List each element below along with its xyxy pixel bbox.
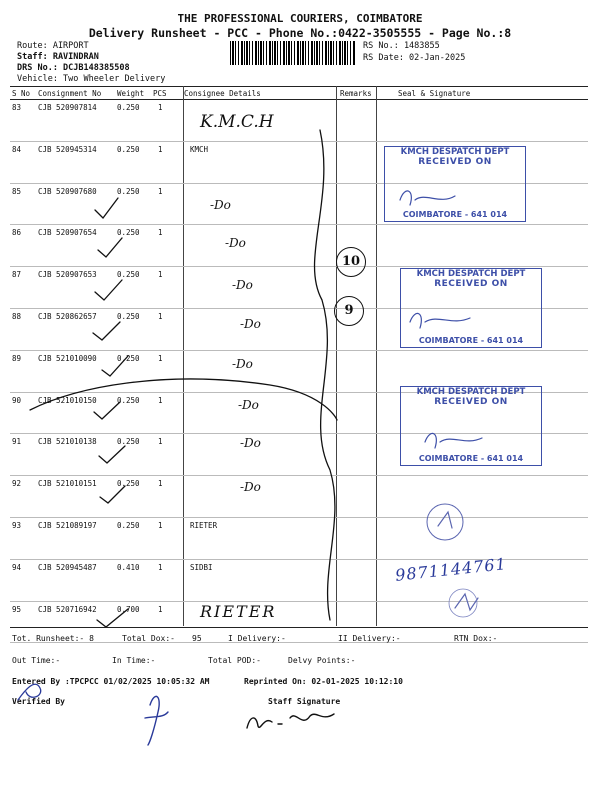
row-consignment-no: CJB 520907814 [38,103,97,112]
row-pcs: 1 [158,228,163,238]
received-stamp: KMCH DESPATCH DEPT RECEIVED ON COIMBATORE - 641 014 [384,146,526,222]
handwritten-ditto: -Do [240,317,261,331]
received-stamp: KMCH DESPATCH DEPT RECEIVED ON COIMBATORE - 641 014 [400,386,542,466]
handwritten-ditto: -Do [210,198,231,212]
row-weight: 0.250 [117,353,140,363]
row-pcs: 1 [158,312,163,321]
row-consignment-no: CJB 520945487 [38,562,97,572]
verified-by: Verified By [12,697,65,706]
handwritten-consignee: RIETER [200,602,277,621]
col-consignment: Consignment No [38,89,102,98]
row-consignment-no: CJB 520862657 [38,312,97,321]
row-sno: 86 [12,228,22,238]
vehicle-label: Vehicle: Two Wheeler Delivery [17,74,166,84]
row-sno: 88 [12,312,22,321]
row-consignment-no: CJB 520907654 [38,228,97,238]
handwritten-ditto: -Do [225,236,246,250]
out-time: Out Time:- [12,656,61,665]
handwritten-phone: 9871144761 [394,554,508,585]
row-consignment-no: CJB 521010151 [38,479,97,489]
row-sno: 93 [12,521,22,530]
row-pcs: 1 [158,395,163,405]
staff-label: Staff: RAVINDRAN [17,52,99,62]
total-dox-label: Total Dox:- [122,634,175,643]
row-weight: 0.250 [117,270,140,280]
row-weight: 0.250 [117,144,140,154]
row-sno: 84 [12,144,22,154]
handwritten-ditto: -Do [240,480,261,494]
row-pcs: 1 [158,521,163,530]
handwritten-ditto: -Do [238,398,259,412]
tot-runsheet: Tot. Runsheet:- 8 [12,634,94,643]
row-sno: 85 [12,186,22,196]
handwritten-consignee: K.M.C.H [200,112,274,132]
row-sno: 95 [12,604,22,614]
row-pcs: 1 [158,186,163,196]
row-sno: 83 [12,103,22,112]
handwritten-ditto: -Do [232,278,253,292]
total-dox-value: 95 [192,634,202,643]
row-pcs: 1 [158,270,163,280]
row-sno: 92 [12,479,22,489]
received-stamp: KMCH DESPATCH DEPT RECEIVED ON COIMBATORE - 641 014 [400,268,542,348]
row-consignment-no: CJB 521010090 [38,353,97,363]
rs-date: RS Date: 02-Jan-2025 [363,53,466,63]
row-weight: 0.250 [117,437,140,447]
row-consignment-no: CJB 520907680 [38,186,97,196]
row-consignment-no: CJB 520945314 [38,144,97,154]
handwritten-ditto: -Do [232,357,253,371]
total-pod: Total POD:- [208,656,261,665]
row-pcs: 1 [158,103,163,112]
row-consignee: KMCH [190,144,209,154]
route-label: Route: AIRPORT [17,41,89,51]
ii-delivery: II Delivery:- [338,634,401,643]
row-sno: 91 [12,437,22,447]
row-pcs: 1 [158,437,163,447]
row-consignment-no: CJB 520907653 [38,270,97,280]
row-weight: 0.410 [117,562,140,572]
circled-count: 9 [334,296,364,326]
row-pcs: 1 [158,562,163,572]
col-weight: Weight [117,89,145,98]
row-consignee: RIETER [190,521,218,530]
company-title: THE PROFESSIONAL COURIERS, COIMBATORE [177,12,423,25]
reprinted-on: Reprinted On: 02-01-2025 10:12:10 [244,677,403,686]
row-consignment-no: CJB 520716942 [38,604,97,614]
row-pcs: 1 [158,604,163,614]
row-weight: 0.250 [117,521,140,530]
i-delivery: I Delivery:- [228,634,286,643]
row-weight: 0.700 [117,604,140,614]
col-pcs: PCS [153,89,167,98]
circled-count: 10 [336,247,366,277]
row-consignment-no: CJB 521010138 [38,437,97,447]
col-sno: S No [12,89,31,98]
drs-number: DRS No.: DCJB148385508 [17,63,130,73]
runsheet-subtitle: Delivery Runsheet - PCC - Phone No.:0422-3505555 - Page No.:8 [88,26,512,40]
row-weight: 0.250 [117,186,140,196]
rtn-dox: RTN Dox:- [454,634,498,643]
entered-by: Entered By :TPCPCC 01/02/2025 10:05:32 AM [12,677,210,686]
row-sno: 87 [12,270,22,280]
row-consignment-no: CJB 521010150 [38,395,97,405]
row-consignment-no: CJB 521089197 [38,521,97,530]
rs-number: RS No.: 1483855 [363,41,440,51]
row-pcs: 1 [158,479,163,489]
row-weight: 0.250 [117,312,140,321]
row-weight: 0.250 [117,103,140,112]
col-seal-signature: Seal & Signature [398,89,471,98]
delvy-points: Delvy Points:- [288,656,356,665]
row-weight: 0.250 [117,395,140,405]
row-pcs: 1 [158,144,163,154]
row-sno: 90 [12,395,22,405]
in-time: In Time:- [112,656,156,665]
handwritten-ditto: -Do [240,436,261,450]
row-sno: 89 [12,353,22,363]
col-remarks: Remarks [340,89,372,98]
col-consignee: Consignee Details [184,89,261,98]
staff-signature-label: Staff Signature [268,697,341,706]
row-pcs: 1 [158,353,163,363]
row-consignee: SIDBI [190,562,213,572]
row-weight: 0.250 [117,479,140,489]
row-sno: 94 [12,562,22,572]
row-weight: 0.250 [117,228,140,238]
